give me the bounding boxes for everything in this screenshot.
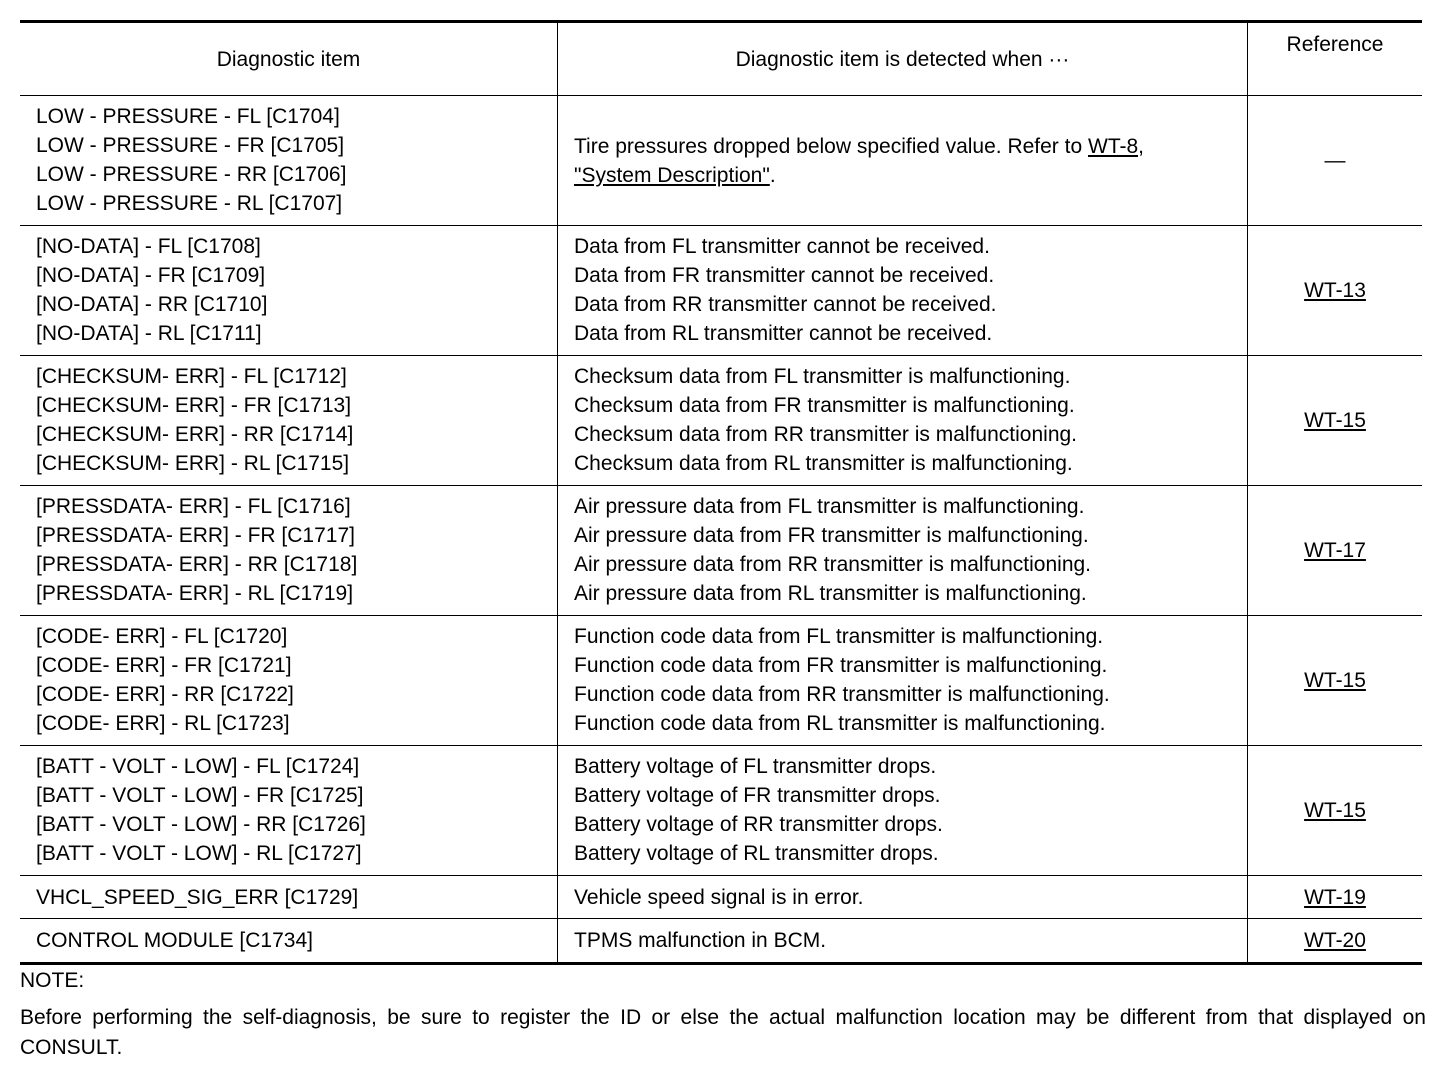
diagnostic-item-cell — [20, 356, 558, 485]
detection-condition: Function code data from FR transmitter is malfunctioning. — [574, 654, 1108, 677]
diagnostic-item: [BATT - VOLT - LOW] - FL [C1724] — [36, 755, 360, 778]
note-label: NOTE: — [20, 969, 85, 992]
diagnostic-item: [CHECKSUM- ERR] - FR [C1713] — [36, 394, 352, 417]
table-row — [20, 746, 1422, 876]
diagnostic-item: [CHECKSUM- ERR] - FL [C1712] — [36, 365, 347, 388]
diagnostic-item: [NO-DATA] - RR [C1710] — [36, 293, 268, 316]
link-wt-8[interactable]: WT-8, — [1088, 134, 1144, 158]
diagnostic-item-cell — [20, 486, 558, 615]
diagnostic-item: [PRESSDATA- ERR] - FR [C1717] — [36, 524, 355, 547]
detection-condition: Data from RR transmitter cannot be received. — [574, 293, 997, 316]
detection-condition: Checksum data from FR transmitter is malfunctioning. — [574, 394, 1075, 417]
table-row — [20, 616, 1422, 746]
table-row — [20, 356, 1422, 486]
reference-link[interactable]: WT-15 — [1304, 409, 1366, 432]
detection-condition: Data from RL transmitter cannot be received. — [574, 322, 993, 345]
diagnostic-item: [NO-DATA] - FL [C1708] — [36, 235, 261, 258]
diagnostic-item: LOW - PRESSURE - RR [C1706] — [36, 163, 347, 186]
diagnostic-item: [PRESSDATA- ERR] - RR [C1718] — [36, 553, 358, 576]
diagnostic-table — [20, 20, 1422, 965]
detection-condition: Function code data from FL transmitter is malfunctioning. — [574, 625, 1104, 648]
detection-condition: Checksum data from RL transmitter is malfunctioning. — [574, 452, 1073, 475]
reference-link[interactable]: WT-17 — [1304, 539, 1366, 562]
reference-cell — [1248, 96, 1422, 225]
detection-text: Tire pressures dropped below specified value. Refer to — [574, 134, 1088, 158]
detection-condition: Battery voltage of FL transmitter drops. — [574, 755, 937, 778]
reference-cell — [1248, 356, 1422, 485]
reference-cell — [1248, 919, 1422, 962]
detection-condition: Data from FR transmitter cannot be received. — [574, 264, 995, 287]
reference-link[interactable]: WT-15 — [1304, 669, 1366, 692]
diagnostic-item: LOW - PRESSURE - RL [C1707] — [36, 192, 343, 215]
diagnostic-item: [CHECKSUM- ERR] - RL [C1715] — [36, 452, 350, 475]
reference-none: — — [1324, 149, 1346, 172]
diagnostic-item: [PRESSDATA- ERR] - FL [C1716] — [36, 495, 351, 518]
detection-text: . — [769, 163, 776, 187]
diagnostic-item-cell — [20, 616, 558, 745]
diagnostic-item: [BATT - VOLT - LOW] - RR [C1726] — [36, 813, 366, 836]
diagnostic-item-cell — [20, 96, 558, 225]
reference-cell — [1248, 876, 1422, 918]
reference-link[interactable]: WT-20 — [1304, 929, 1366, 952]
table-row — [20, 96, 1422, 226]
diagnostic-item: [CODE- ERR] - RR [C1722] — [36, 683, 294, 706]
diagnostic-item: LOW - PRESSURE - FL [C1704] — [36, 105, 340, 128]
diagnostic-item: [NO-DATA] - RL [C1711] — [36, 322, 262, 345]
detection-condition-cell — [558, 616, 1248, 745]
detection-condition: TPMS malfunction in BCM. — [558, 919, 1248, 962]
detection-condition — [574, 132, 1247, 161]
diagnostic-item: [CODE- ERR] - RL [C1723] — [36, 712, 290, 735]
header-detected-when: Diagnostic item is detected when ··· — [558, 23, 1248, 95]
detection-condition: Function code data from RL transmitter is malfunctioning. — [574, 712, 1106, 735]
table-header-row — [20, 23, 1422, 96]
detection-condition — [574, 161, 1247, 190]
table-bottom-rule — [20, 962, 1422, 965]
detection-condition-cell — [558, 356, 1248, 485]
detection-condition: Battery voltage of RL transmitter drops. — [574, 842, 939, 865]
detection-condition-cell — [558, 486, 1248, 615]
table-row — [20, 919, 1422, 962]
reference-cell — [1248, 226, 1422, 355]
reference-link[interactable]: WT-19 — [1304, 885, 1366, 909]
detection-condition-cell — [558, 226, 1248, 355]
detection-condition: Checksum data from FL transmitter is malfunctioning. — [574, 365, 1071, 388]
table-row — [20, 226, 1422, 356]
detection-condition: Air pressure data from FL transmitter is malfunctioning. — [574, 495, 1085, 518]
reference-cell — [1248, 486, 1422, 615]
diagnostic-item: [BATT - VOLT - LOW] - RL [C1727] — [36, 842, 362, 865]
reference-cell — [1248, 746, 1422, 875]
diagnostic-item: [NO-DATA] - FR [C1709] — [36, 264, 266, 287]
header-reference: Reference — [1286, 33, 1384, 56]
table-row — [20, 876, 1422, 919]
detection-condition: Air pressure data from RR transmitter is malfunctioning. — [574, 553, 1092, 576]
diagnostic-item: LOW - PRESSURE - FR [C1705] — [36, 134, 345, 157]
reference-cell — [1248, 616, 1422, 745]
table-row — [20, 486, 1422, 616]
diagnostic-item-cell — [20, 226, 558, 355]
detection-condition: Function code data from RR transmitter is malfunctioning. — [574, 683, 1110, 706]
detection-condition-cell — [558, 96, 1248, 225]
detection-condition: Air pressure data from FR transmitter is malfunctioning. — [574, 524, 1089, 547]
diagnostic-item: [CODE- ERR] - FR [C1721] — [36, 654, 292, 677]
detection-condition: Vehicle speed signal is in error. — [558, 876, 1248, 918]
diagnostic-item-cell — [20, 746, 558, 875]
diagnostic-item: CONTROL MODULE [C1734] — [20, 919, 558, 962]
diagnostic-item: [CHECKSUM- ERR] - RR [C1714] — [36, 423, 354, 446]
detection-condition: Checksum data from RR transmitter is malfunctioning. — [574, 423, 1078, 446]
detection-condition: Battery voltage of FR transmitter drops. — [574, 784, 941, 807]
diagnostic-item: [BATT - VOLT - LOW] - FR [C1725] — [36, 784, 364, 807]
detection-condition: Air pressure data from RL transmitter is malfunctioning. — [574, 582, 1087, 605]
note-text: Before performing the self-diagnosis, be sure to register the ID or else the actual malfunction location may be different from that displayed on CONSULT. — [20, 1006, 1426, 1059]
diagnostic-item: [CODE- ERR] - FL [C1720] — [36, 625, 288, 648]
reference-link[interactable]: WT-15 — [1304, 799, 1366, 822]
diagnostic-item: VHCL_SPEED_SIG_ERR [C1729] — [20, 876, 558, 918]
detection-condition: Data from FL transmitter cannot be received. — [574, 235, 990, 258]
diagnostic-item: [PRESSDATA- ERR] - RL [C1719] — [36, 582, 354, 605]
reference-link[interactable]: WT-13 — [1304, 279, 1366, 302]
header-diagnostic-item: Diagnostic item — [20, 23, 558, 95]
detection-condition: Battery voltage of RR transmitter drops. — [574, 813, 943, 836]
detection-condition-cell — [558, 746, 1248, 875]
link-system-description[interactable]: "System Description" — [574, 163, 770, 187]
